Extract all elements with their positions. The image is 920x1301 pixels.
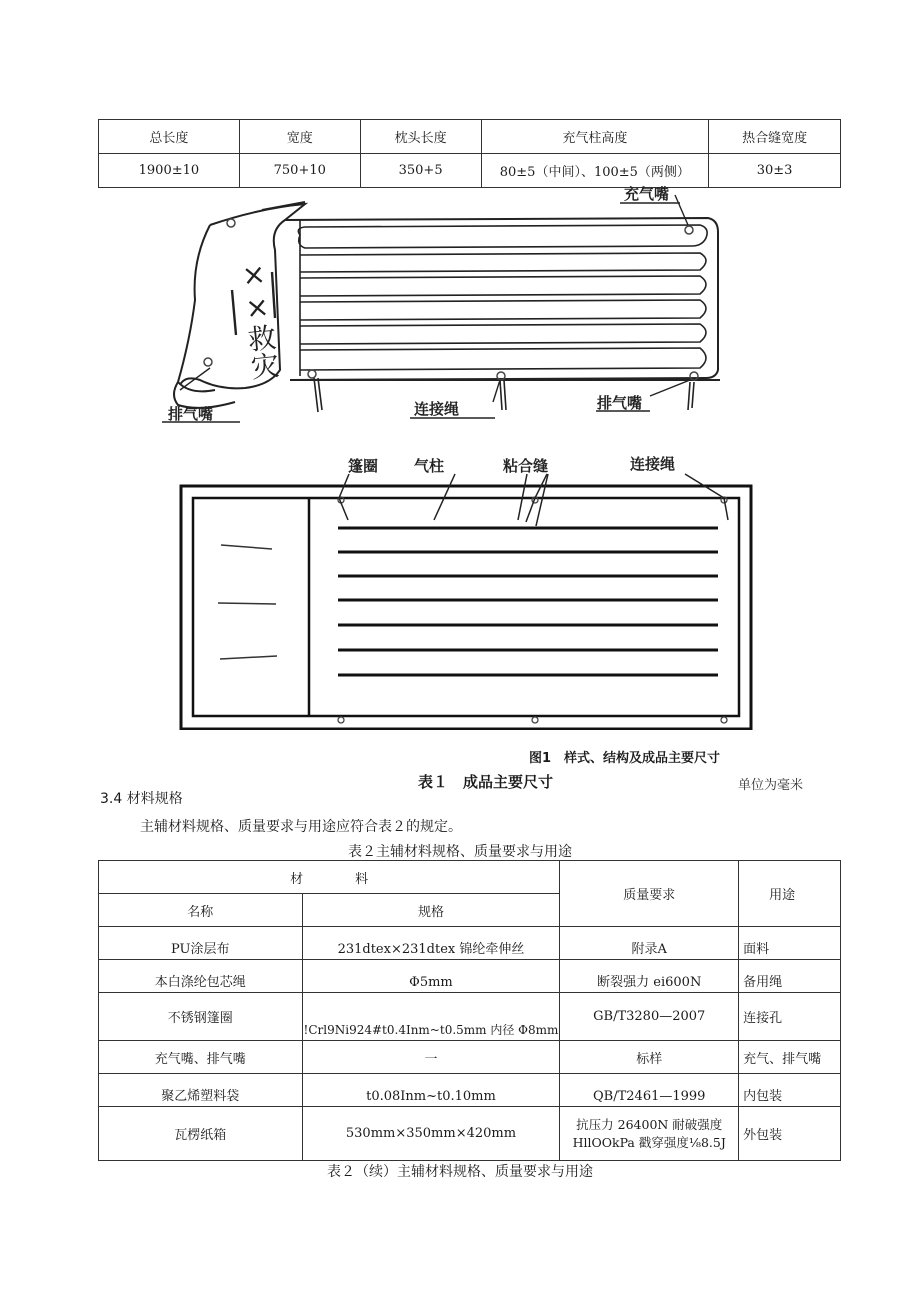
unit-label: 单位为毫米 bbox=[738, 778, 804, 793]
table-cell: 30±3 bbox=[709, 154, 841, 188]
label-connect-rope-top: 连接绳 bbox=[414, 400, 460, 418]
table-row bbox=[99, 960, 841, 993]
label-air-column: 气柱 bbox=[414, 457, 445, 475]
section-heading: 3.4 材料规格 bbox=[100, 791, 183, 807]
table-row bbox=[99, 993, 841, 1041]
label-grommet: 篷圈 bbox=[348, 457, 379, 475]
table-cell: GB/T3280—2007 bbox=[560, 993, 739, 1041]
table-row bbox=[99, 1107, 841, 1161]
group-header-cell: 材 料 bbox=[99, 861, 560, 894]
label-bond-seam: 粘合缝 bbox=[503, 457, 549, 475]
table-cell: 一 bbox=[302, 1041, 560, 1074]
table-cell: 231dtex×231dtex 锦纶牵伸丝 bbox=[302, 927, 560, 960]
header-cell: 总长度 bbox=[99, 120, 240, 154]
dimensions-table bbox=[98, 119, 841, 188]
table-cell: 抗压力 26400N 耐破强度 HllOOkPa 戳穿强度⅛8.5J bbox=[560, 1107, 739, 1161]
materials-table bbox=[98, 860, 841, 1161]
header-cell: 宽度 bbox=[239, 120, 360, 154]
table-cell: 断裂强力 ei600N bbox=[560, 960, 739, 993]
table-cell: PU涂层布 bbox=[99, 927, 303, 960]
table2-caption: 表２主辅材料规格、质量要求与用途 bbox=[348, 844, 572, 860]
table-cell: 附录A bbox=[560, 927, 739, 960]
table-row bbox=[99, 1074, 841, 1107]
table-header-row bbox=[99, 120, 841, 154]
table-cell: QB/T2461—1999 bbox=[560, 1074, 739, 1107]
table-cell: 本白涤纶包芯绳 bbox=[99, 960, 303, 993]
header-cell: 充气柱高度 bbox=[481, 120, 709, 154]
table-cell: 不锈钢篷圈 bbox=[99, 993, 303, 1041]
table-cell: 聚乙烯塑料袋 bbox=[99, 1074, 303, 1107]
header-cell: 质量要求 bbox=[560, 861, 739, 927]
table-cell: 连接孔 bbox=[739, 993, 841, 1041]
table-cell: 80±5（中间）、100±5（两侧） bbox=[481, 154, 709, 188]
table-cell: 750+10 bbox=[239, 154, 360, 188]
table-cell: 充气嘴、排气嘴 bbox=[99, 1041, 303, 1074]
label-connect-rope-bottom: 连接绳 bbox=[630, 455, 676, 473]
table-cell: 530mm×350mm×420mm bbox=[302, 1107, 560, 1161]
table-cell: !Crl9Ni924#t0.4Inm~t0.5mm 内径 Φ8mm bbox=[302, 993, 560, 1041]
figure-caption: 图1 样式、结构及成品主要尺寸 bbox=[529, 751, 721, 766]
table1-caption: 表１ 成品主要尺寸 bbox=[418, 773, 554, 791]
table2-continued-caption: 表２（续）主辅材料规格、质量要求与用途 bbox=[327, 1164, 593, 1180]
label-inflate-nozzle: 充气嘴 bbox=[624, 185, 670, 203]
table-row bbox=[99, 927, 841, 960]
table-row bbox=[99, 1041, 841, 1074]
table-header-row bbox=[99, 861, 841, 894]
table-cell: t0.08Inm~t0.10mm bbox=[302, 1074, 560, 1107]
label-exhaust-left: 排气嘴 bbox=[168, 405, 214, 423]
table-cell: 标样 bbox=[560, 1041, 739, 1074]
mattress-illustration bbox=[0, 190, 920, 430]
pillow-text: ××救灾 bbox=[235, 256, 282, 382]
table-cell: 充气、排气嘴 bbox=[739, 1041, 841, 1074]
table-cell: 面料 bbox=[739, 927, 841, 960]
header-cell: 枕头长度 bbox=[360, 120, 481, 154]
label-exhaust-right: 排气嘴 bbox=[597, 394, 643, 412]
table-cell: 外包装 bbox=[739, 1107, 841, 1161]
structure-diagram bbox=[0, 470, 920, 730]
table-cell: 1900±10 bbox=[99, 154, 240, 188]
table-cell: 350+5 bbox=[360, 154, 481, 188]
section-paragraph: 主辅材料规格、质量要求与用途应符合表２的规定。 bbox=[140, 819, 462, 835]
header-cell: 热合缝宽度 bbox=[709, 120, 841, 154]
table-cell: 瓦楞纸箱 bbox=[99, 1107, 303, 1161]
header-cell: 用途 bbox=[739, 861, 841, 927]
table-row bbox=[99, 154, 841, 188]
table-cell: Φ5mm bbox=[302, 960, 560, 993]
header-cell: 规格 bbox=[302, 894, 560, 927]
header-cell: 名称 bbox=[99, 894, 303, 927]
table-cell: 内包装 bbox=[739, 1074, 841, 1107]
table-cell: 备用绳 bbox=[739, 960, 841, 993]
